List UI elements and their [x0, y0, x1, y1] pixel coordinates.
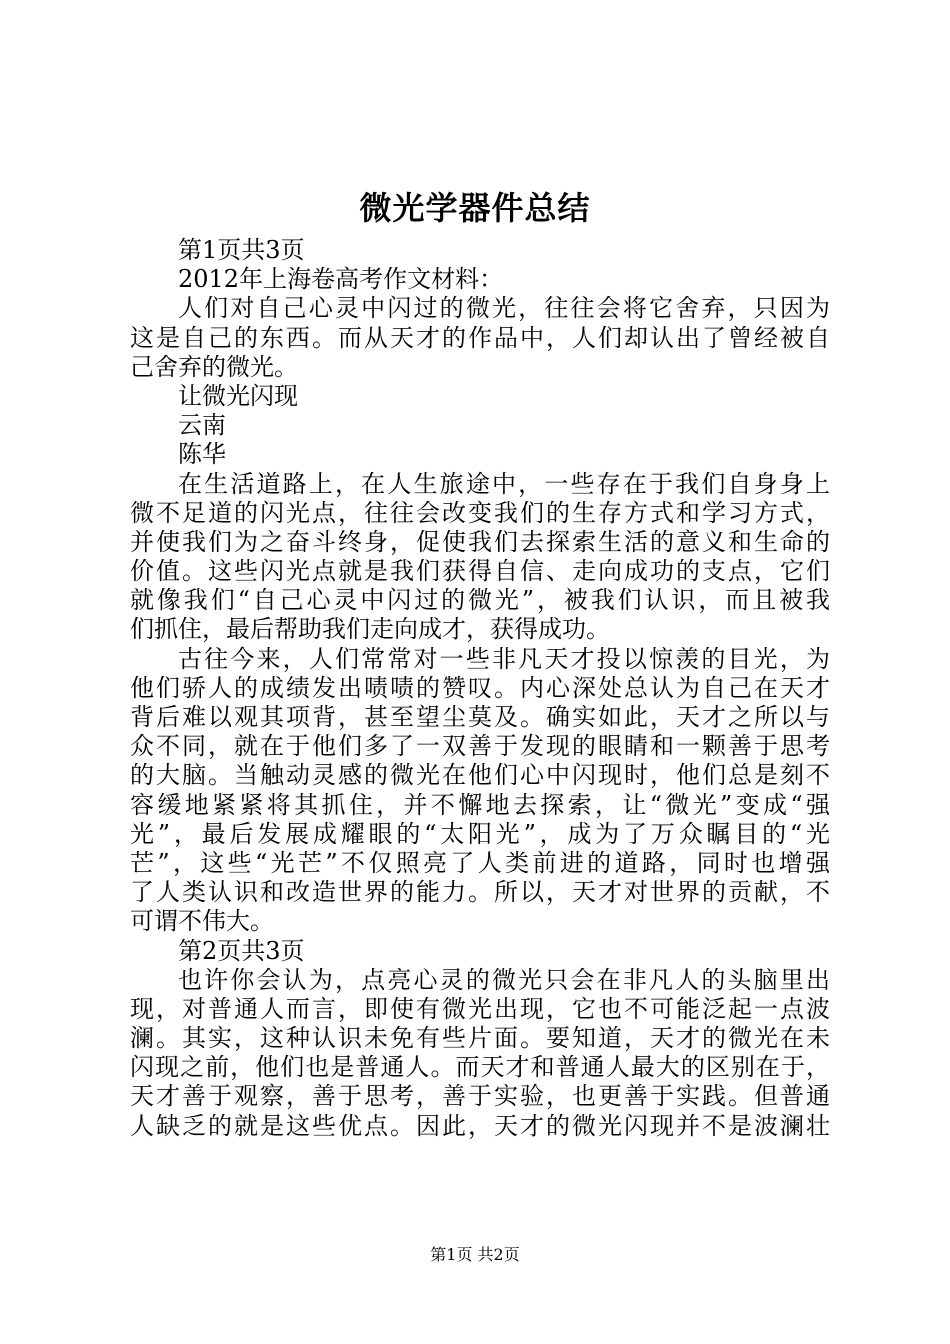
text-line: 这是自己的东西。而从天才的作品中，人们却认出了曾经被自 [130, 323, 830, 352]
text-line: 众不同，就在于他们多了一双善于发现的眼睛和一颗善于思考 [130, 732, 830, 761]
text-line: 闪现之前，他们也是普通人。而天才和普通人最大的区别在于， [130, 1053, 830, 1082]
text-line: 容缓地紧紧将其抓住，并不懈地去探索，让“微光”变成“强 [130, 790, 830, 819]
text-line: 古往今来，人们常常对一些非凡天才投以惊羡的目光，为 [178, 644, 830, 673]
text-line: 澜。其实，这种认识未免有些片面。要知道，天才的微光在未 [130, 1024, 830, 1053]
text-line: 微不足道的闪光点，往往会改变我们的生存方式和学习方式， [130, 498, 830, 527]
text-line: 背后难以观其项背，甚至望尘莫及。确实如此，天才之所以与 [130, 703, 830, 731]
page-footer: 第1页 共2页 [430, 1245, 520, 1264]
text-line: 也许你会认为，点亮心灵的微光只会在非凡人的头脑里出 [178, 965, 830, 994]
text-line: 就像我们“自己心灵中闪过的微光”，被我们认识，而且被我 [130, 586, 830, 615]
text-line: 让微光闪现 [178, 381, 298, 410]
document-body [130, 236, 830, 1141]
text-line: 第2页共3页 [178, 936, 305, 965]
text-line: 人缺乏的就是这些优点。因此，天才的微光闪现并不是波澜壮 [130, 1111, 830, 1140]
text-line: 芒”，这些“光芒”不仅照亮了人类前进的道路，同时也增强 [130, 848, 830, 877]
text-line: 价值。这些闪光点就是我们获得自信、走向成功的支点，它们 [130, 557, 830, 586]
text-line: 在生活道路上，在人生旅途中，一些存在于我们自身身上 [178, 469, 830, 498]
page-title: 微光学器件总结 [359, 189, 591, 227]
text-line: 可谓不伟大。 [130, 907, 274, 936]
text-line: 己舍弃的微光。 [130, 352, 298, 381]
text-line: 陈华 [178, 440, 226, 469]
text-line: 2012年上海卷高考作文材料： [178, 265, 504, 294]
text-line: 的大脑。当触动灵感的微光在他们心中闪现时，他们总是刻不 [130, 761, 830, 790]
text-line: 天才善于观察，善于思考，善于实验，也更善于实践。但普通 [130, 1082, 830, 1111]
text-line: 第1页共3页 [178, 236, 305, 264]
text-line: 并使我们为之奋斗终身，促使我们去探索生活的意义和生命的 [130, 527, 830, 556]
text-line: 云南 [178, 411, 226, 440]
text-line: 们抓住，最后帮助我们走向成才，获得成功。 [130, 615, 610, 644]
text-line: 了人类认识和改造世界的能力。所以，天才对世界的贡献，不 [130, 878, 830, 907]
text-line: 人们对自己心灵中闪过的微光，往往会将它舍弃，只因为 [178, 294, 830, 323]
text-line: 光”，最后发展成耀眼的“太阳光”，成为了万众瞩目的“光 [130, 819, 830, 848]
text-line: 他们骄人的成绩发出啧啧的赞叹。内心深处总认为自己在天才 [130, 673, 830, 702]
text-line: 现，对普通人而言，即使有微光出现，它也不可能泛起一点波 [130, 994, 830, 1023]
